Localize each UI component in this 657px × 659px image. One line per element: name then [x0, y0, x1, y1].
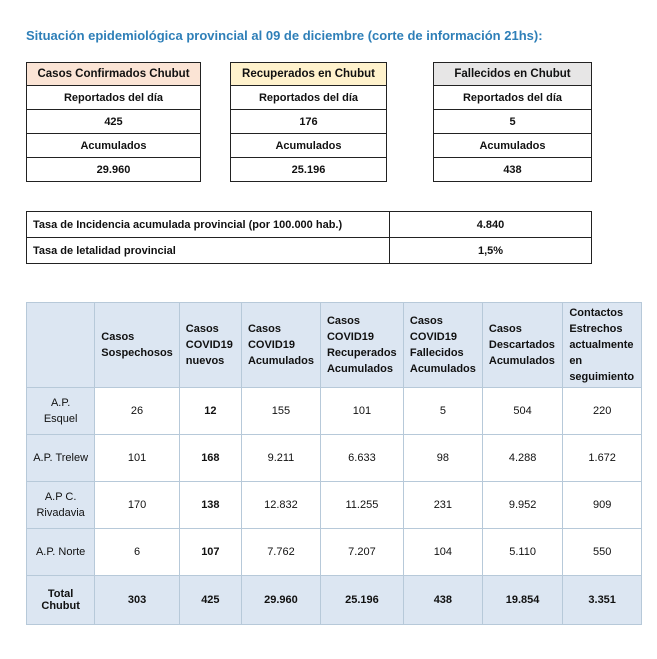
column-header: Casos COVID19 Acumulados: [241, 303, 320, 388]
table-cell: 29.960: [241, 576, 320, 625]
table-cell: 7.207: [320, 529, 403, 576]
box-daily-label: Reportados del día: [231, 86, 387, 110]
table-cell: 909: [563, 482, 642, 529]
box-title: Casos Confirmados Chubut: [27, 63, 201, 86]
table-header-row: [27, 303, 642, 388]
table-cell: 4.288: [482, 435, 562, 482]
confirmed-cases-box: [26, 62, 201, 182]
row-label: A.P. Trelew: [27, 435, 95, 482]
table-row: [27, 482, 642, 529]
table-cell: 168: [179, 435, 241, 482]
box-total-value: 29.960: [27, 158, 201, 182]
table-cell: 138: [179, 482, 241, 529]
table-cell: 107: [179, 529, 241, 576]
page-heading: Situación epidemiológica provincial al 09 de diciembre (corte de información 21hs):: [26, 28, 543, 43]
box-daily-label: Reportados del día: [27, 86, 201, 110]
row-label: A.P. Esquel: [27, 388, 95, 435]
table-cell: 5.110: [482, 529, 562, 576]
table-cell: 550: [563, 529, 642, 576]
box-daily-label: Reportados del día: [434, 86, 592, 110]
table-cell: 155: [241, 388, 320, 435]
table-cell: 19.854: [482, 576, 562, 625]
box-daily-value: 176: [231, 110, 387, 134]
column-header: Contactos Estrechos actualmente en seguimiento: [563, 303, 642, 388]
table-cell: 220: [563, 388, 642, 435]
table-row: [27, 435, 642, 482]
recovered-box: [230, 62, 387, 182]
table-row: [27, 388, 642, 435]
table-cell: 170: [95, 482, 180, 529]
table-cell: 5: [403, 388, 482, 435]
table-cell: 12.832: [241, 482, 320, 529]
box-daily-value: 425: [27, 110, 201, 134]
table-cell: 9.952: [482, 482, 562, 529]
table-cell: 12: [179, 388, 241, 435]
table-cell: 26: [95, 388, 180, 435]
column-header: Casos Descartados Acumulados: [482, 303, 562, 388]
table-cell: 231: [403, 482, 482, 529]
table-cell: 3.351: [563, 576, 642, 625]
table-cell: 9.211: [241, 435, 320, 482]
row-label: A.P. Norte: [27, 529, 95, 576]
table-row: [27, 529, 642, 576]
rate-row: [27, 212, 592, 238]
table-cell: 104: [403, 529, 482, 576]
column-header: Casos Sospechosos: [95, 303, 180, 388]
box-total-value: 438: [434, 158, 592, 182]
table-cell: 303: [95, 576, 180, 625]
table-cell: 504: [482, 388, 562, 435]
rate-value: 4.840: [390, 212, 592, 238]
table-cell: 11.255: [320, 482, 403, 529]
box-total-label: Acumulados: [434, 134, 592, 158]
box-total-label: Acumulados: [231, 134, 387, 158]
table-cell: 98: [403, 435, 482, 482]
column-header: Casos COVID19 nuevos: [179, 303, 241, 388]
box-title: Recuperados en Chubut: [231, 63, 387, 86]
rate-label: Tasa de Incidencia acumulada provincial (por 100.000 hab.): [27, 212, 390, 238]
table-cell: 425: [179, 576, 241, 625]
table-cell: 6.633: [320, 435, 403, 482]
column-header: Casos COVID19 Fallecidos Acumulados: [403, 303, 482, 388]
rate-value: 1,5%: [390, 238, 592, 264]
column-header: [27, 303, 95, 388]
row-label: A.P C. Rivadavia: [27, 482, 95, 529]
row-label: Total Chubut: [27, 576, 95, 625]
table-cell: 101: [95, 435, 180, 482]
box-title: Fallecidos en Chubut: [434, 63, 592, 86]
deceased-box: [433, 62, 592, 182]
table-cell: 438: [403, 576, 482, 625]
column-header: Casos COVID19 Recuperados Acumulados: [320, 303, 403, 388]
total-row: [27, 576, 642, 625]
table-cell: 25.196: [320, 576, 403, 625]
box-total-label: Acumulados: [27, 134, 201, 158]
rate-label: Tasa de letalidad provincial: [27, 238, 390, 264]
table-cell: 7.762: [241, 529, 320, 576]
table-cell: 1.672: [563, 435, 642, 482]
table-cell: 101: [320, 388, 403, 435]
table-cell: 6: [95, 529, 180, 576]
regional-table: [26, 302, 642, 625]
box-daily-value: 5: [434, 110, 592, 134]
rates-table: [26, 211, 592, 264]
box-total-value: 25.196: [231, 158, 387, 182]
rate-row: [27, 238, 592, 264]
